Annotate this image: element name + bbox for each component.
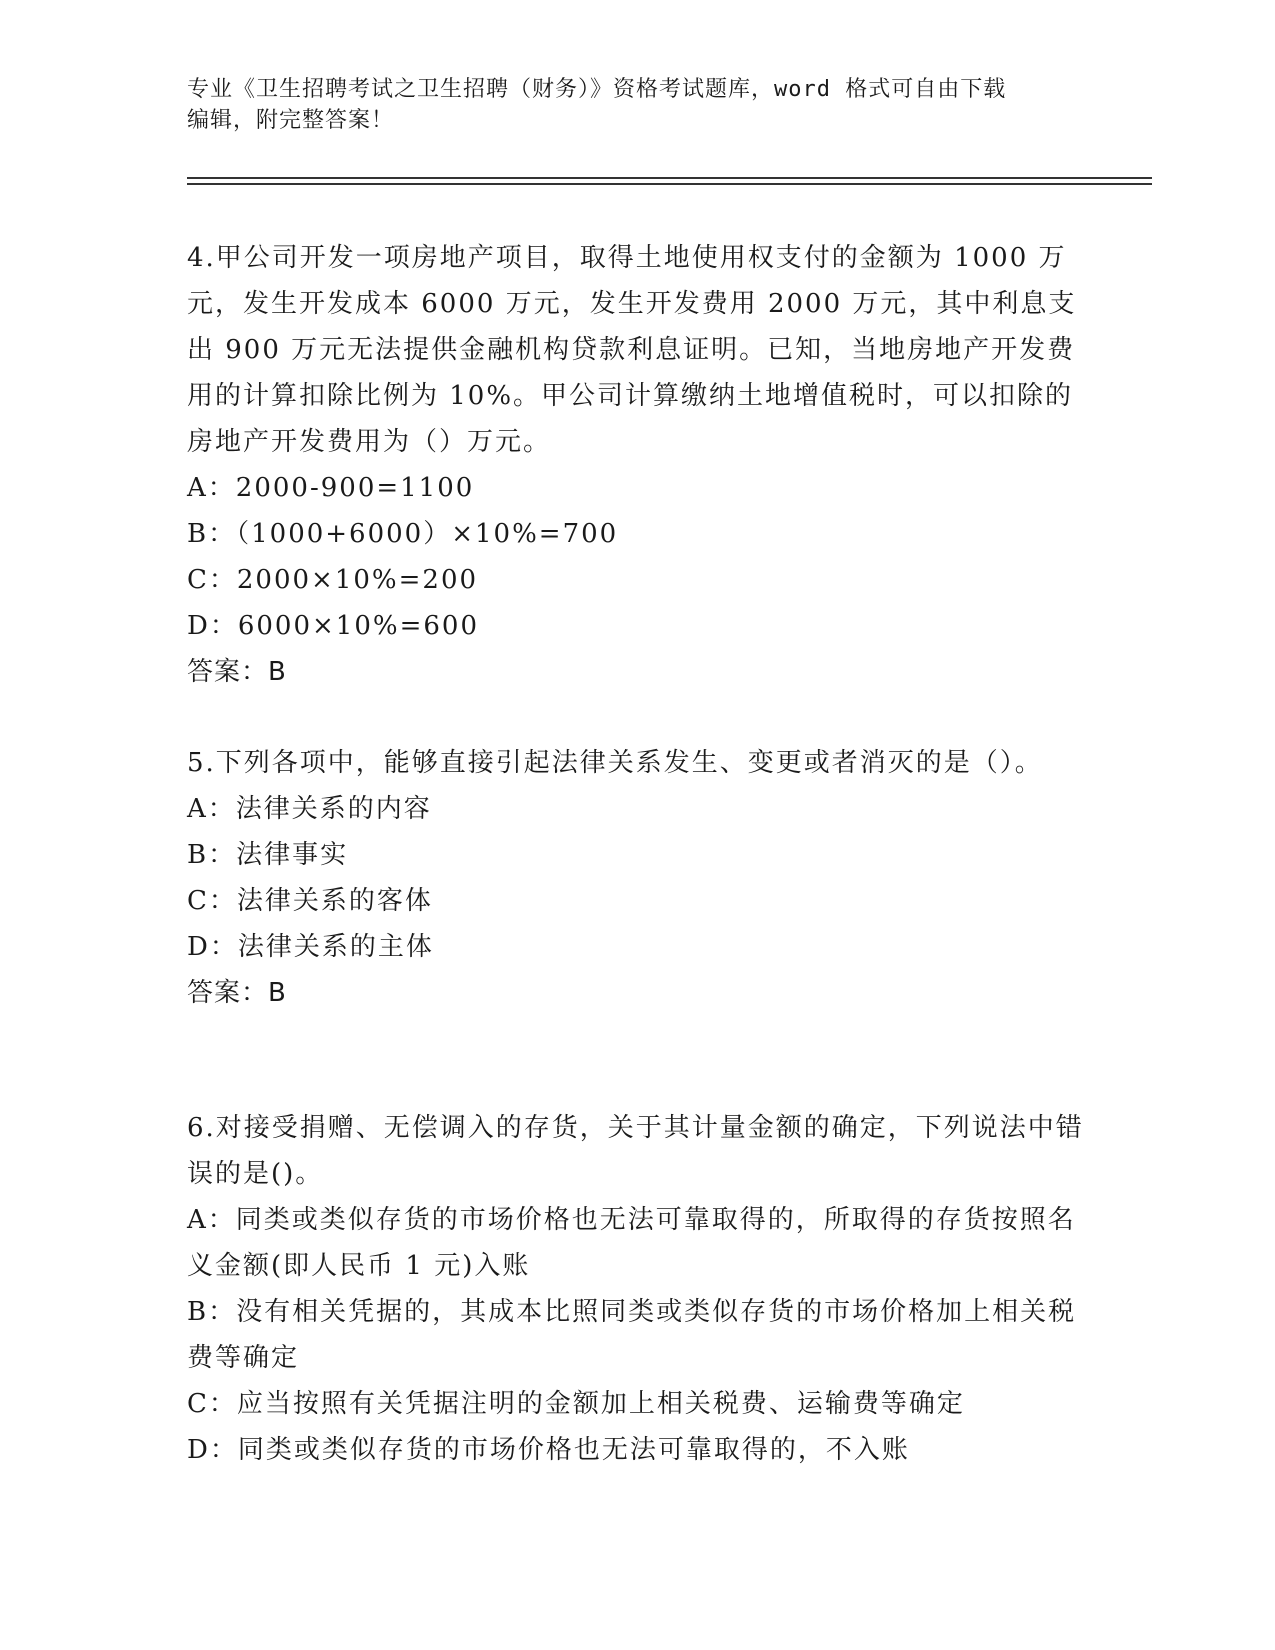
answer-line: 答案：B <box>187 657 287 687</box>
question-4 <box>187 235 1087 695</box>
option-d: D：法律关系的主体 <box>187 932 434 962</box>
answer-line: 答案：B <box>187 978 287 1008</box>
question-stem: 6.对接受捐赠、无偿调入的存货，关于其计量金额的确定，下列说法中错误的是()。 <box>187 1113 1084 1189</box>
option-d: D：6000×10%=600 <box>187 611 479 641</box>
question-5 <box>187 740 1087 1016</box>
option-c: C：法律关系的客体 <box>187 886 433 916</box>
option-a: A：法律关系的内容 <box>187 794 432 824</box>
option-b: B：没有相关凭据的，其成本比照同类或类似存货的市场价格加上相关税费等确定 <box>187 1297 1077 1373</box>
header-divider-bottom <box>187 183 1152 185</box>
question-6 <box>187 1105 1087 1473</box>
option-a: A：2000-900=1100 <box>187 473 475 503</box>
option-c: C：2000×10%=200 <box>187 565 479 595</box>
option-d: D：同类或类似存货的市场价格也无法可靠取得的，不入账 <box>187 1435 910 1465</box>
option-b: B：法律事实 <box>187 840 349 870</box>
header-line-2: 编辑，附完整答案！ <box>187 108 395 133</box>
option-b: B：（1000+6000）×10%=700 <box>187 519 619 549</box>
document-header <box>187 74 1067 136</box>
header-line-1: 专业《卫生招聘考试之卫生招聘（财务）》资格考试题库，word 格式可自由下载 <box>187 77 1007 102</box>
question-stem: 5.下列各项中，能够直接引起法律关系发生、变更或者消灭的是（）。 <box>187 748 1043 778</box>
question-stem: 4.甲公司开发一项房地产项目，取得土地使用权支付的金额为 1000 万元，发生开发成本 6000 万元，发生开发费用 2000 万元，其中利息支出 900 万元无法提供金融机构贷款利息证明。已知，当地房地产开发费用的计算扣除比例为 10%。甲公司计算缴纳土地增值税时，可以扣除的房地产开发费用为（）万元。 <box>187 243 1077 457</box>
option-a: A：同类或类似存货的市场价格也无法可靠取得的，所取得的存货按照名义金额(即人民币 1 元)入账 <box>187 1205 1076 1281</box>
header-divider-top <box>187 177 1152 179</box>
option-c: C：应当按照有关凭据注明的金额加上相关税费、运输费等确定 <box>187 1389 965 1419</box>
